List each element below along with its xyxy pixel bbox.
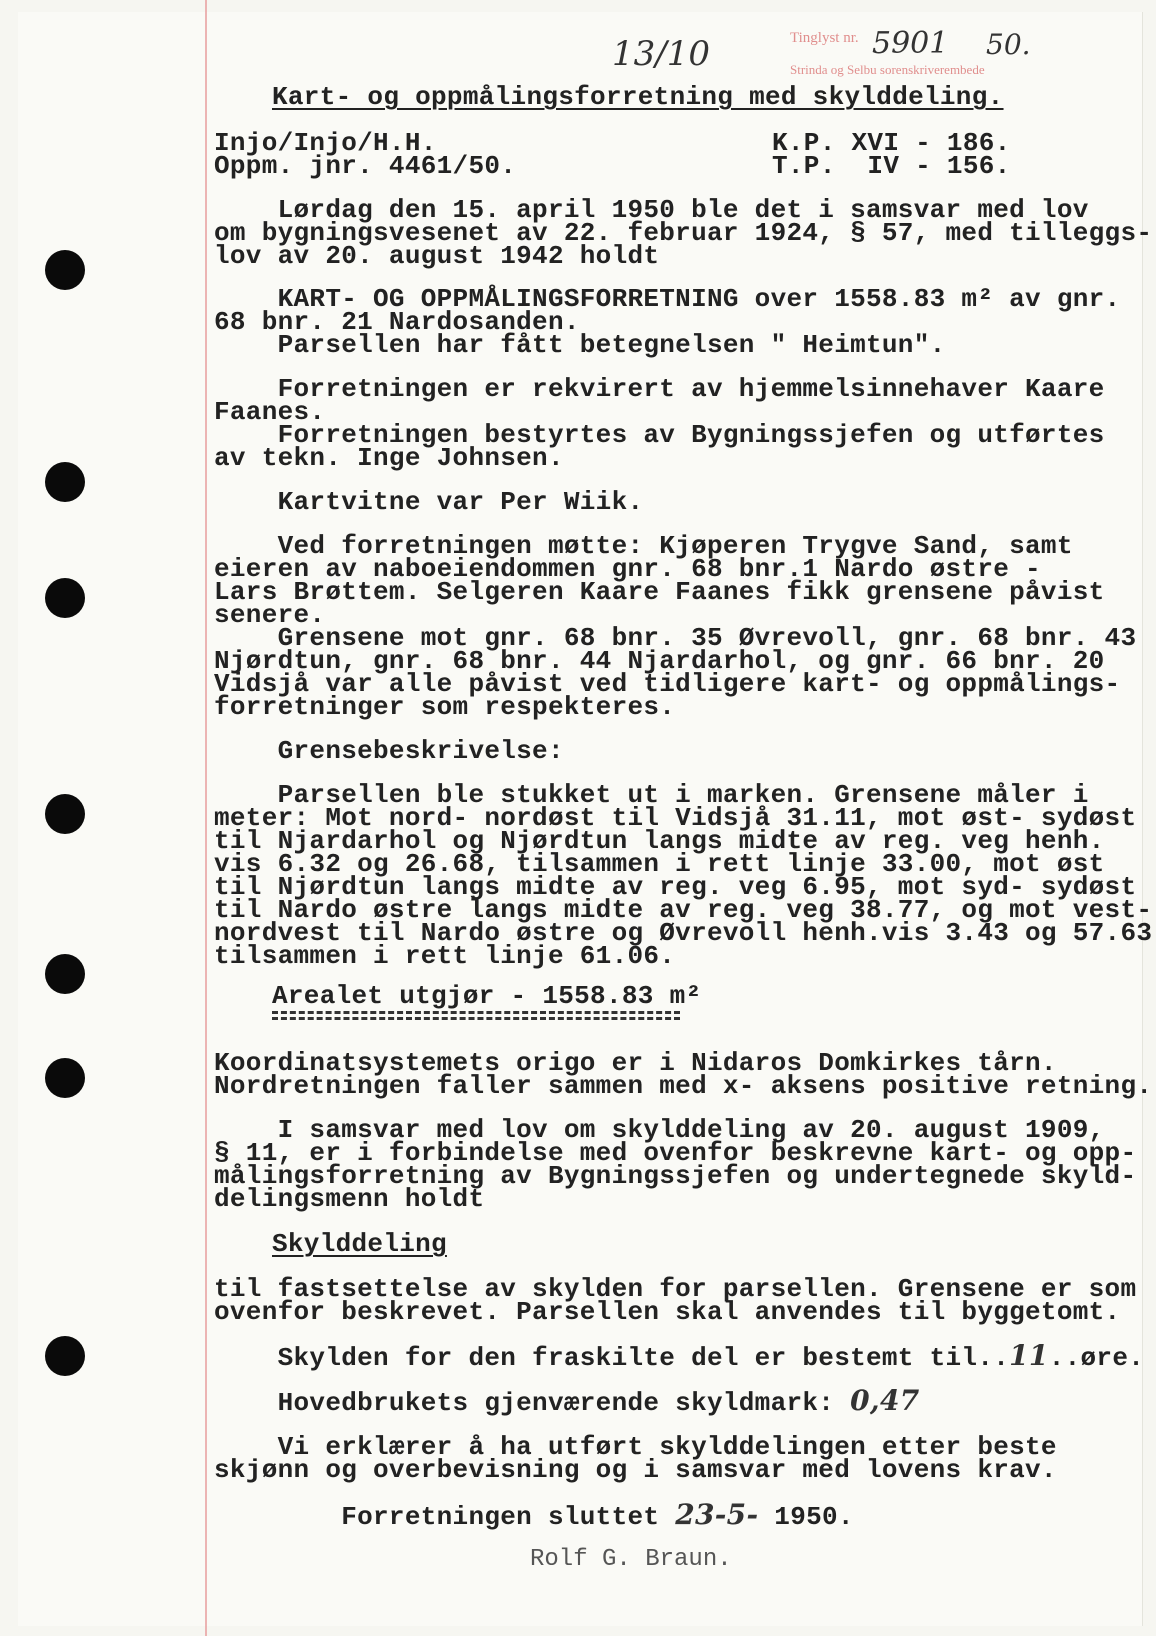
text-line: av tekn. Inge Johnsen. [214,443,564,473]
text-line: tilsammen i rett linje 61.06. [214,941,676,971]
text-line: Vi erklærer å ha utført skylddelingen etter beste [214,1432,1057,1462]
text-line: senere. [214,600,326,630]
area-total: Arealet utgjør - 1558.83 m² [272,981,702,1011]
skyldmark-handwritten-value: 0,47 [850,1384,920,1417]
ref-right-1: K.P. XVI - 186. [772,128,1011,158]
text-line: Koordinatsystemets origo er i Nidaros Domkirkes tårn. [214,1048,1057,1078]
registration-stamp-line2: Strinda og Selbu sorenskriverembede [790,62,985,77]
text-line: til fastsettelse av skylden for parsellen. Grensene er som [214,1274,1137,1304]
section-heading: Grensebeskrivelse: [214,736,564,766]
text-line: Faanes. [214,397,326,427]
signature: Rolf G. Braun. [530,1546,732,1573]
punch-hole [45,794,85,834]
punch-hole [45,578,85,618]
stamp-year: 50. [986,28,1031,61]
end-prefix: Forretningen sluttet [214,1502,676,1532]
skyld-handwritten-value: 11 [1009,1339,1049,1372]
skyldmark-prefix: Hovedbrukets gjenværende skyldmark: [214,1388,851,1418]
text-line: Lars Brøttem. Selgeren Kaare Faanes fikk grensene påvist [214,577,1105,607]
text-line-skyld [214,1339,1145,1373]
text-line-skyldmark [214,1384,920,1418]
text-line: Njørdtun, gnr. 68 bnr. 44 Njardarhol, og gnr. 66 bnr. 20 [214,646,1105,676]
punch-hole [45,250,85,290]
text-line: Grensene mot gnr. 68 bnr. 35 Øvrevoll, gnr. 68 bnr. 43 [214,623,1137,653]
text-line: KART- OG OPPMÅLINGSFORRETNING over 1558.83 m² av gnr. [214,284,1121,314]
text-line: til Njørdtun langs midte av reg. veg 6.95, mot syd- sydøst [214,872,1137,902]
text-line: Vidsjå var alle påvist ved tidligere kart- og oppmålings- [214,669,1121,699]
text-line: til Njardarhol og Njørdtun langs midte av reg. veg henh. [214,826,1105,856]
text-line: Parsellen ble stukket ut i marken. Grensene måler i [214,780,1089,810]
text-line: Parsellen har fått betegnelsen " Heimtun". [214,330,946,360]
text-line: til Nardo østre langs midte av reg. veg 38.77, og mot vest- [214,895,1153,925]
handwritten-date: 13/10 [612,34,710,74]
area-underline [272,1017,680,1020]
section-heading-skylddeling: Skylddeling [272,1229,447,1259]
text-line: Lørdag den 15. april 1950 ble det i samsvar med lov [214,195,1089,225]
text-line: delingsmenn holdt [214,1184,485,1214]
text-line: Nordretningen faller sammen med x- aksens positive retning. [214,1071,1153,1101]
area-underline [272,1011,680,1014]
registration-stamp-line1: Tinglyst nr. [790,30,863,46]
text-line: 68 bnr. 21 Nardosanden. [214,307,580,337]
end-handwritten-date: 23-5- [675,1498,759,1531]
text-line: Kartvitne var Per Wiik. [214,487,644,517]
skyld-prefix: Skylden for den fraskilte del er bestemt til.. [214,1343,1010,1373]
punch-hole [45,1058,85,1098]
text-line: målingsforretning av Bygningssjefen og undertegnede skyld- [214,1161,1137,1191]
end-suffix: 1950. [758,1502,854,1532]
text-line: vis 6.32 og 26.68, tilsammen i rett linje 33.00, mot øst [214,849,1105,879]
text-line: Ved forretningen møtte: Kjøperen Trygve Sand, samt [214,531,1073,561]
document-title: Kart- og oppmålingsforretning med skylddeling. [272,82,1004,112]
punch-hole [45,462,85,502]
punch-hole [45,1336,85,1376]
margin-rule [205,0,207,1636]
text-line: Forretningen bestyrtes av Bygningssjefen og utførtes [214,420,1105,450]
text-line: nordvest til Nardo østre og Øvrevoll henh.vis 3.43 og 57.63 [214,918,1153,948]
text-line: om bygningsvesenet av 22. februar 1924, § 57, med tilleggs- [214,218,1153,248]
text-line: I samsvar med lov om skylddeling av 20. august 1909, [214,1115,1105,1145]
text-line: lov av 20. august 1942 holdt [214,241,660,271]
text-line: eieren av naboeiendommen gnr. 68 bnr.1 Nardo østre - [214,554,1041,584]
text-line: ovenfor beskrevet. Parsellen skal anvendes til byggetomt. [214,1297,1121,1327]
ref-right-2: T.P. IV - 156. [772,151,1011,181]
text-line: meter: Mot nord- nordøst til Vidsjå 31.11, mot øst- sydøst [214,803,1137,833]
skyld-suffix: ..øre. [1048,1343,1145,1373]
text-line: Forretningen er rekvirert av hjemmelsinnehaver Kaare [214,374,1105,404]
ref-left-2: Oppm. jnr. 4461/50. [214,151,517,181]
text-line-end [214,1498,854,1532]
text-line: § 11, er i forbindelse med ovenfor beskrevne kart- og opp- [214,1138,1137,1168]
ref-left-1: Injo/Injo/H.H. [214,128,437,158]
text-line: skjønn og overbevisning og i samsvar med lovens krav. [214,1455,1057,1485]
stamp-number: 5901 [872,26,949,61]
punch-hole [45,954,85,994]
text-line: forretninger som respekteres. [214,692,676,722]
